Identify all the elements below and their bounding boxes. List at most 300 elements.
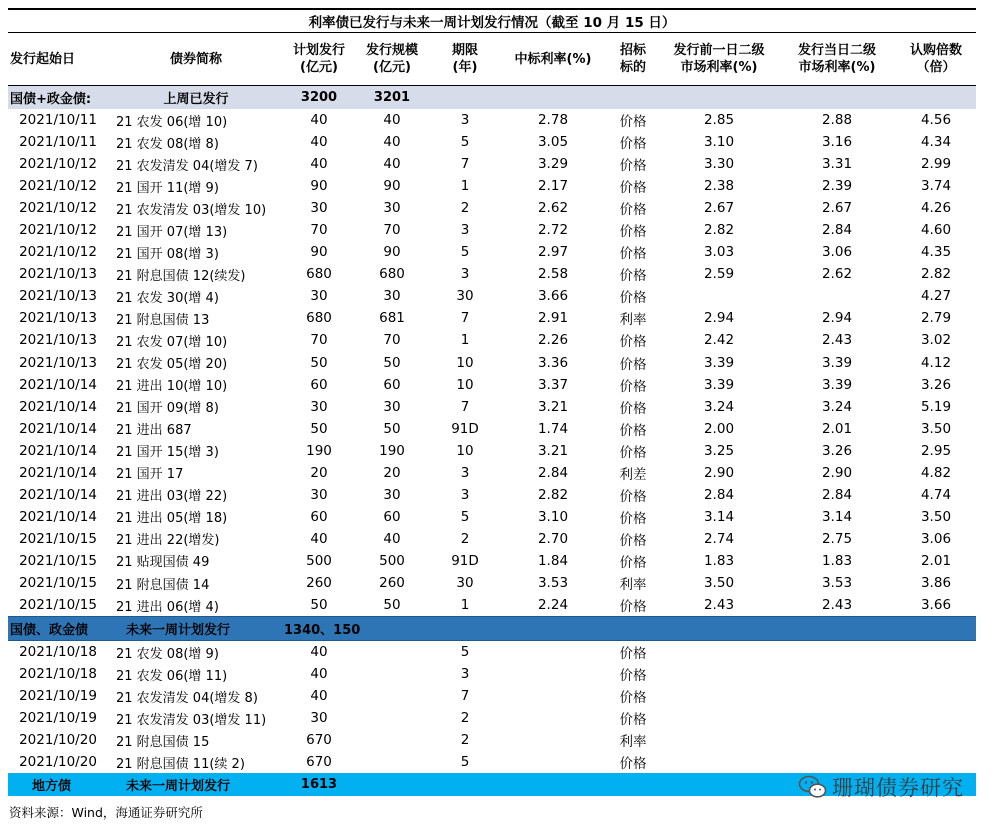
cell-issue-amount: 40 — [383, 134, 401, 151]
cell-bond-name: 21 附息国债 14 — [116, 577, 210, 593]
cell-bid-type: 利率 — [619, 577, 647, 593]
cell-same-day-rate: 3.39 — [821, 354, 853, 371]
cell-bond-name: 21 国开 17 — [116, 467, 184, 483]
issued-bond-row — [8, 197, 976, 219]
cell-term: 2 — [460, 710, 470, 727]
cell-term: 10 — [456, 442, 474, 459]
section2-label: 国债、政金债 — [8, 617, 108, 641]
cell-same-day-rate: 3.14 — [821, 508, 853, 525]
cell-bid-type: 价格 — [619, 532, 647, 549]
cell-issue-amount: 20 — [383, 464, 401, 481]
cell-same-day-rate: 3.24 — [821, 398, 853, 415]
cell-cover-ratio: 3.02 — [920, 332, 952, 349]
issued-bond-row — [8, 374, 976, 396]
cell-issue-amount — [354, 641, 430, 664]
cell-plan-amount: 20 — [310, 464, 328, 481]
cell-date: 2021/10/14 — [19, 442, 97, 459]
cell-term: 30 — [456, 288, 474, 305]
cell-bid-type: 价格 — [619, 180, 647, 197]
cell-winning-rate: 2.26 — [537, 332, 569, 349]
table-header-row — [8, 33, 976, 86]
cell-bond-name: 21 农发 06(增 10) — [116, 114, 228, 130]
cell-same-day-rate: 3.39 — [821, 376, 853, 393]
cell-plan-amount: 90 — [310, 178, 328, 195]
cell-cover-ratio: 4.60 — [920, 222, 952, 239]
section-planned-next-week — [8, 617, 976, 641]
cell-bid-type: 价格 — [619, 334, 647, 351]
header-issue-line1: 发行规模 — [365, 43, 418, 58]
wechat-icon — [798, 774, 828, 800]
cell-plan-amount: 50 — [310, 597, 328, 614]
cell-prev-day-rate: 2.67 — [703, 200, 735, 217]
cell-bond-name: 21 国开 07(增 13) — [116, 224, 228, 240]
cell-winning-rate: 2.58 — [537, 266, 569, 283]
planned-bond-row — [8, 729, 976, 751]
cell-issue-amount: 40 — [383, 112, 401, 129]
cell-bid-type: 价格 — [619, 756, 647, 773]
cell-cover-ratio: 2.99 — [920, 156, 952, 173]
source-note: 资料来源：Wind，海通证券研究所 — [9, 805, 203, 820]
cell-plan-amount: 60 — [310, 508, 328, 525]
cell-plan-amount: 670 — [306, 732, 332, 749]
cell-bond-name: 21 进出 03(增 22) — [116, 489, 228, 505]
issued-bond-row — [8, 484, 976, 506]
cell-bond-name: 21 附息国债 15 — [116, 734, 210, 750]
section2-plan-total: 1340、150 — [284, 617, 430, 641]
cell-prev-day-rate — [660, 751, 778, 773]
cell-issue-amount: 260 — [379, 575, 405, 591]
cell-prev-day-rate: 1.83 — [703, 552, 735, 569]
cell-cover-ratio: 4.35 — [920, 244, 952, 261]
header-start-date: 发行起始日 — [8, 33, 108, 86]
cell-winning-rate: 3.21 — [537, 398, 569, 415]
planned-bond-row — [8, 707, 976, 729]
cell-issue-amount — [354, 707, 430, 729]
cell-term: 5 — [460, 754, 470, 771]
issued-bond-row — [8, 418, 976, 440]
cell-plan-amount: 30 — [310, 288, 328, 305]
issued-bond-row — [8, 440, 976, 462]
cell-term: 7 — [460, 688, 470, 705]
header-cover-ratio — [896, 33, 976, 86]
cell-plan-amount: 40 — [310, 156, 328, 173]
cell-prev-day-rate: 3.25 — [703, 442, 735, 459]
issued-bond-row — [8, 241, 976, 263]
cell-cover-ratio: 4.34 — [920, 134, 952, 151]
header-bid-type — [606, 33, 660, 86]
cell-date: 2021/10/15 — [19, 597, 97, 614]
cell-cover-ratio — [896, 685, 976, 707]
cell-issue-amount: 681 — [379, 310, 405, 327]
cell-issue-amount: 30 — [383, 398, 401, 415]
cell-winning-rate: 2.91 — [537, 310, 569, 327]
cell-bond-name: 21 进出 10(增 10) — [116, 379, 228, 395]
cell-date: 2021/10/14 — [19, 464, 97, 481]
cell-same-day-rate — [778, 285, 896, 307]
issued-bond-row — [8, 285, 976, 307]
issued-bond-row — [8, 175, 976, 197]
cell-cover-ratio: 4.82 — [920, 464, 952, 481]
cell-bid-type: 价格 — [619, 690, 647, 707]
cell-prev-day-rate: 2.00 — [703, 420, 735, 437]
cell-winning-rate: 2.84 — [537, 464, 569, 481]
cell-same-day-rate: 2.62 — [821, 266, 853, 283]
cell-prev-day-rate: 2.38 — [703, 178, 735, 195]
cell-term: 91D — [451, 420, 479, 437]
cell-bid-type: 价格 — [619, 510, 647, 527]
cell-date: 2021/10/12 — [19, 200, 97, 217]
cell-prev-day-rate: 2.82 — [703, 222, 735, 239]
issued-bond-row — [8, 594, 976, 617]
header-plan-line2: (亿元) — [300, 60, 338, 75]
bond-issuance-table-wrapper — [8, 8, 976, 796]
issued-bond-row — [8, 153, 976, 175]
cell-bond-name: 21 农发 06(增 11) — [116, 668, 228, 684]
cell-winning-rate: 3.21 — [537, 442, 569, 459]
cell-term: 3 — [460, 112, 470, 129]
cell-date: 2021/10/13 — [19, 354, 97, 371]
cell-bid-type: 价格 — [619, 668, 647, 685]
cell-date: 2021/10/15 — [19, 530, 97, 547]
cell-prev-day-rate — [660, 663, 778, 685]
cell-cover-ratio — [896, 707, 976, 729]
cell-cover-ratio: 2.82 — [920, 266, 952, 283]
cell-issue-amount: 40 — [383, 530, 401, 547]
cell-plan-amount: 680 — [306, 266, 332, 283]
header-term-line1: 期限 — [451, 43, 478, 58]
cell-bond-name: 21 国开 11(增 9) — [116, 180, 219, 196]
watermark-text: 珊瑚债券研究 — [832, 776, 964, 800]
cell-cover-ratio: 3.86 — [920, 575, 952, 591]
cell-winning-rate: 2.62 — [537, 200, 569, 217]
cell-date: 2021/10/14 — [19, 486, 97, 503]
cell-cover-ratio: 5.19 — [920, 398, 952, 415]
cell-bid-type: 价格 — [619, 444, 647, 461]
cell-cover-ratio: 3.26 — [920, 376, 952, 393]
cell-issue-amount — [354, 663, 430, 685]
cell-bond-name: 21 国开 09(增 8) — [116, 401, 219, 417]
cell-bid-type: 价格 — [619, 224, 647, 241]
planned-bond-row — [8, 751, 976, 773]
cell-cover-ratio: 4.74 — [920, 486, 952, 503]
cell-issue-amount: 30 — [383, 200, 401, 217]
issued-bond-row — [8, 462, 976, 484]
cell-bond-name: 21 附息国债 13 — [116, 312, 210, 328]
cell-prev-day-rate: 2.74 — [703, 530, 735, 547]
issued-bond-row — [8, 528, 976, 550]
cell-date: 2021/10/12 — [19, 222, 97, 239]
cell-plan-amount: 190 — [306, 442, 332, 459]
header-prev-line2: 市场利率(%) — [680, 60, 758, 75]
cell-same-day-rate: 2.84 — [821, 222, 853, 239]
cell-term: 7 — [460, 398, 470, 415]
cell-prev-day-rate — [660, 641, 778, 664]
cell-issue-amount: 30 — [383, 486, 401, 503]
cell-bond-name: 21 进出 22(增发) — [116, 533, 220, 549]
cell-date: 2021/10/13 — [19, 332, 97, 349]
bond-issuance-table — [8, 8, 976, 796]
cell-date: 2021/10/19 — [19, 710, 97, 727]
cell-prev-day-rate: 2.59 — [703, 266, 735, 283]
cell-date: 2021/10/14 — [19, 508, 97, 525]
cell-bid-type: 价格 — [619, 202, 647, 219]
section3-label: 地方债 — [8, 773, 108, 796]
cell-same-day-rate: 3.06 — [821, 244, 853, 261]
header-cover-line2: （倍） — [916, 60, 956, 75]
cell-term: 2 — [460, 732, 470, 749]
cell-issue-amount: 90 — [383, 244, 401, 261]
cell-winning-rate: 2.17 — [537, 178, 569, 195]
cell-cover-ratio: 3.50 — [920, 508, 952, 525]
cell-cover-ratio: 4.56 — [920, 112, 952, 129]
cell-plan-amount: 40 — [310, 134, 328, 151]
cell-cover-ratio — [896, 751, 976, 773]
cell-same-day-rate: 2.39 — [821, 178, 853, 195]
cell-term: 1 — [460, 597, 470, 614]
cell-prev-day-rate: 2.84 — [703, 486, 735, 503]
cell-issue-amount — [354, 751, 430, 773]
cell-bond-name: 21 国开 15(增 3) — [116, 445, 219, 461]
cell-date: 2021/10/11 — [19, 112, 97, 129]
cell-date: 2021/10/13 — [19, 310, 97, 327]
cell-same-day-rate — [778, 751, 896, 773]
issued-bond-row — [8, 329, 976, 351]
cell-issue-amount: 500 — [379, 552, 405, 569]
cell-plan-amount: 30 — [310, 398, 328, 415]
planned-bond-row — [8, 641, 976, 664]
cell-issue-amount: 60 — [383, 376, 401, 393]
section3-subtitle: 未来一周计划发行 — [108, 773, 284, 796]
cell-winning-rate — [500, 641, 606, 664]
cell-issue-amount: 50 — [383, 420, 401, 437]
cell-prev-day-rate: 3.10 — [703, 134, 735, 151]
cell-winning-rate: 3.10 — [537, 508, 569, 525]
cell-issue-amount: 190 — [379, 442, 405, 459]
cell-issue-amount: 30 — [383, 288, 401, 305]
issued-bond-row — [8, 131, 976, 153]
cell-same-day-rate: 2.01 — [821, 420, 853, 437]
cell-plan-amount: 90 — [310, 244, 328, 261]
section1-subtitle: 上周已发行 — [108, 86, 284, 110]
cell-plan-amount: 30 — [310, 710, 328, 727]
cell-winning-rate — [500, 707, 606, 729]
cell-plan-amount: 680 — [306, 310, 332, 327]
cell-bid-type: 利率 — [619, 312, 647, 329]
cell-prev-day-rate: 2.94 — [703, 310, 735, 327]
cell-issue-amount: 90 — [383, 178, 401, 195]
cell-bid-type: 价格 — [619, 712, 647, 729]
cell-cover-ratio — [896, 729, 976, 751]
cell-date: 2021/10/19 — [19, 688, 97, 705]
cell-term: 3 — [460, 464, 470, 481]
cell-plan-amount: 50 — [310, 420, 328, 437]
cell-same-day-rate — [778, 685, 896, 707]
cell-same-day-rate — [778, 729, 896, 751]
header-term — [430, 33, 500, 86]
cell-date: 2021/10/20 — [19, 732, 97, 749]
cell-bid-type: 价格 — [619, 646, 647, 663]
issued-bond-row — [8, 506, 976, 528]
header-issue-line2: (亿元) — [373, 60, 411, 75]
cell-plan-amount: 70 — [310, 332, 328, 349]
cell-term: 5 — [460, 644, 470, 661]
cell-term: 10 — [456, 354, 474, 371]
cell-date: 2021/10/14 — [19, 398, 97, 415]
issued-bond-row — [8, 263, 976, 285]
cell-plan-amount: 70 — [310, 222, 328, 239]
cell-bid-type: 价格 — [619, 554, 647, 571]
cell-same-day-rate: 3.26 — [821, 442, 853, 459]
section1-issue-total: 3201 — [354, 86, 430, 110]
cell-issue-amount: 50 — [383, 354, 401, 371]
cell-plan-amount: 30 — [310, 486, 328, 503]
cell-bond-name: 21 农发清发 04(增发 8) — [116, 690, 258, 706]
header-term-line2: (年) — [452, 60, 478, 75]
cell-winning-rate: 2.70 — [537, 530, 569, 547]
watermark — [798, 772, 964, 802]
cell-bond-name: 21 国开 08(增 3) — [116, 246, 219, 262]
planned-bond-row — [8, 685, 976, 707]
cell-prev-day-rate: 3.30 — [703, 156, 735, 173]
cell-winning-rate: 1.74 — [537, 420, 569, 437]
cell-plan-amount: 30 — [310, 200, 328, 217]
cell-date: 2021/10/18 — [19, 666, 97, 683]
cell-term: 5 — [460, 508, 470, 525]
cell-issue-amount: 70 — [383, 222, 401, 239]
cell-bid-type: 价格 — [619, 114, 647, 131]
cell-term: 5 — [460, 134, 470, 151]
cell-winning-rate: 3.37 — [537, 376, 569, 393]
header-plan-amount — [284, 33, 354, 86]
cell-bond-name: 21 农发 30(增 4) — [116, 290, 219, 306]
cell-same-day-rate: 3.31 — [821, 156, 853, 173]
cell-winning-rate: 2.82 — [537, 486, 569, 503]
cell-term: 3 — [460, 666, 470, 683]
cell-date: 2021/10/14 — [19, 376, 97, 393]
issued-bond-row — [8, 219, 976, 241]
cell-term: 3 — [460, 486, 470, 503]
cell-plan-amount: 40 — [310, 666, 328, 683]
cell-plan-amount: 60 — [310, 376, 328, 393]
cell-prev-day-rate: 2.90 — [703, 464, 735, 481]
cell-cover-ratio: 3.06 — [920, 530, 952, 547]
cell-prev-day-rate — [660, 285, 778, 307]
cell-prev-day-rate: 2.43 — [703, 597, 735, 614]
cell-bond-name: 21 进出 687 — [116, 423, 192, 439]
cell-date: 2021/10/18 — [19, 644, 97, 661]
cell-date: 2021/10/20 — [19, 754, 97, 771]
cell-bid-type: 价格 — [619, 136, 647, 153]
header-winning-rate: 中标利率(%) — [500, 33, 606, 86]
cell-bid-type: 价格 — [619, 378, 647, 395]
cell-prev-day-rate: 3.39 — [703, 376, 735, 393]
cell-winning-rate: 2.78 — [537, 112, 569, 129]
cell-bond-name: 21 农发 08(增 8) — [116, 136, 219, 152]
header-bid-line2: 标的 — [619, 60, 646, 75]
cell-prev-day-rate — [660, 729, 778, 751]
cell-winning-rate — [500, 685, 606, 707]
cell-winning-rate: 2.24 — [537, 597, 569, 614]
cell-issue-amount: 60 — [383, 508, 401, 525]
cell-date: 2021/10/13 — [19, 288, 97, 305]
cell-winning-rate: 3.29 — [537, 156, 569, 173]
cell-cover-ratio: 3.66 — [920, 597, 952, 614]
cell-issue-amount: 40 — [383, 156, 401, 173]
cell-date: 2021/10/12 — [19, 244, 97, 261]
cell-prev-day-rate: 3.14 — [703, 508, 735, 525]
cell-prev-day-rate: 2.85 — [703, 112, 735, 129]
cell-prev-day-rate: 3.03 — [703, 244, 735, 261]
cell-bond-name: 21 附息国债 12(续发) — [116, 268, 246, 284]
cell-bid-type: 价格 — [619, 158, 647, 175]
cell-winning-rate: 2.97 — [537, 244, 569, 261]
cell-cover-ratio: 2.01 — [920, 552, 952, 569]
cell-same-day-rate: 2.84 — [821, 486, 853, 503]
cell-same-day-rate — [778, 663, 896, 685]
cell-bond-name: 21 农发 07(增 10) — [116, 334, 228, 350]
issued-bond-row — [8, 572, 976, 594]
header-same-day-rate — [778, 33, 896, 86]
cell-bond-name: 21 进出 06(增 4) — [116, 599, 219, 615]
cell-term: 3 — [460, 266, 470, 283]
cell-issue-amount: 50 — [383, 597, 401, 614]
cell-term: 1 — [460, 332, 470, 349]
header-same-line1: 发行当日二级 — [797, 43, 876, 58]
cell-bid-type: 价格 — [619, 400, 647, 417]
cell-winning-rate — [500, 751, 606, 773]
header-plan-line1: 计划发行 — [292, 43, 345, 58]
cell-issue-amount: 680 — [379, 266, 405, 283]
cell-winning-rate — [500, 729, 606, 751]
table-title-row — [8, 9, 976, 33]
cell-same-day-rate — [778, 707, 896, 729]
cell-prev-day-rate: 3.24 — [703, 398, 735, 415]
cell-bid-type: 价格 — [619, 422, 647, 439]
cell-cover-ratio: 4.12 — [920, 354, 952, 371]
cell-same-day-rate: 2.43 — [821, 597, 853, 614]
cell-same-day-rate: 2.90 — [821, 464, 853, 481]
cell-bid-type: 价格 — [619, 268, 647, 285]
cell-cover-ratio: 4.26 — [920, 200, 952, 217]
header-prev-line1: 发行前一日二级 — [673, 43, 765, 58]
issued-bond-row — [8, 307, 976, 329]
cell-bond-name: 21 农发清发 03(增发 10) — [116, 202, 267, 218]
cell-same-day-rate: 2.43 — [821, 332, 853, 349]
cell-issue-amount — [354, 685, 430, 707]
cell-date: 2021/10/13 — [19, 266, 97, 283]
cell-prev-day-rate: 3.50 — [703, 575, 735, 591]
cell-plan-amount: 40 — [310, 112, 328, 129]
cell-bond-name: 21 农发清发 04(增发 7) — [116, 158, 258, 174]
cell-prev-day-rate: 2.42 — [703, 332, 735, 349]
cell-date: 2021/10/15 — [19, 575, 97, 591]
cell-issue-amount: 70 — [383, 332, 401, 349]
cell-term: 10 — [456, 376, 474, 393]
cell-term: 2 — [460, 200, 470, 217]
cell-plan-amount: 50 — [310, 354, 328, 371]
header-bid-line1: 招标 — [619, 43, 646, 58]
cell-bid-type: 价格 — [619, 599, 647, 616]
cell-bond-name: 21 农发 05(增 20) — [116, 357, 228, 373]
cell-date: 2021/10/14 — [19, 420, 97, 437]
cell-bond-name: 21 附息国债 11(续 2) — [116, 756, 245, 772]
section-issued-last-week — [8, 86, 976, 110]
cell-date: 2021/10/12 — [19, 156, 97, 173]
cell-same-day-rate: 2.67 — [821, 200, 853, 217]
cell-term: 1 — [460, 178, 470, 195]
cell-prev-day-rate — [660, 707, 778, 729]
cell-term: 5 — [460, 244, 470, 261]
